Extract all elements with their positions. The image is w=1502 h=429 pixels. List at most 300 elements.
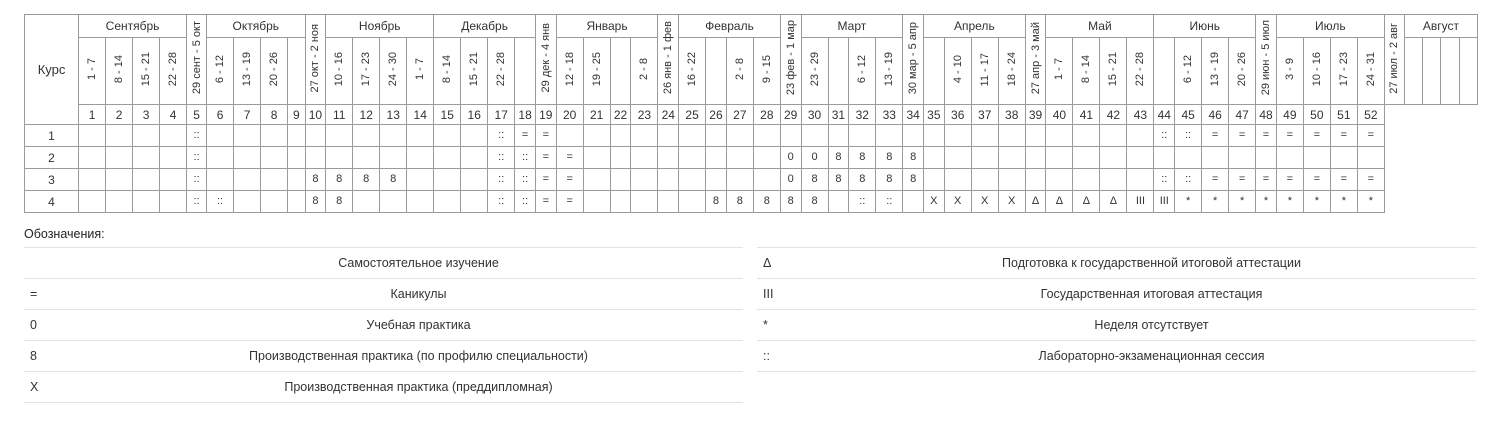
legend-symbol: ::	[757, 341, 827, 372]
week-cell[interactable]	[631, 169, 658, 191]
week-cell[interactable]: ::	[1154, 169, 1175, 191]
week-cell[interactable]: *	[1256, 191, 1277, 213]
week-range-label: 1 - 7	[86, 58, 99, 81]
week-cell[interactable]	[998, 147, 1025, 169]
week-cell[interactable]	[353, 147, 380, 169]
week-range-header	[1127, 38, 1154, 105]
week-number-cell: 38	[998, 105, 1025, 125]
week-cell[interactable]	[971, 169, 998, 191]
week-range-label: 8 - 14	[441, 55, 454, 84]
week-cell[interactable]: =	[535, 125, 556, 147]
legend-symbol: X	[24, 372, 94, 403]
week-number-cell: 26	[706, 105, 727, 125]
week-cell[interactable]	[434, 169, 461, 191]
week-cell[interactable]: 8	[353, 169, 380, 191]
week-cell[interactable]: ::	[207, 191, 234, 213]
week-cell[interactable]: =	[1256, 169, 1277, 191]
week-cell[interactable]: ::	[187, 147, 207, 169]
week-cell[interactable]: ::	[187, 169, 207, 191]
week-cell[interactable]	[583, 125, 610, 147]
week-cell[interactable]	[726, 125, 753, 147]
week-cell[interactable]	[971, 125, 998, 147]
week-cell[interactable]: *	[1276, 191, 1303, 213]
week-number-cell: 25	[679, 105, 706, 125]
week-cell[interactable]: 8	[326, 191, 353, 213]
week-number-cell: 21	[583, 105, 610, 125]
week-cell[interactable]	[631, 125, 658, 147]
week-cell[interactable]	[1100, 169, 1127, 191]
week-cell[interactable]	[583, 147, 610, 169]
week-cell[interactable]	[133, 147, 160, 169]
week-cell[interactable]	[461, 125, 488, 147]
week-cell[interactable]: =	[1303, 125, 1330, 147]
week-cell[interactable]	[998, 125, 1025, 147]
week-range-header	[1404, 38, 1422, 105]
week-cell[interactable]	[753, 125, 780, 147]
week-cell[interactable]	[610, 125, 631, 147]
week-cell[interactable]	[106, 147, 133, 169]
week-cell[interactable]: *	[1229, 191, 1256, 213]
week-cell[interactable]: ::	[515, 147, 536, 169]
week-cell[interactable]	[207, 147, 234, 169]
legend-table-left	[24, 247, 743, 403]
week-range-header	[1046, 38, 1073, 105]
week-cell[interactable]: 8	[305, 191, 326, 213]
week-cell[interactable]	[261, 169, 288, 191]
week-cell[interactable]	[1073, 147, 1100, 169]
week-cell[interactable]	[753, 147, 780, 169]
week-cell[interactable]	[631, 191, 658, 213]
week-range-header	[753, 38, 780, 105]
week-cell[interactable]: 8	[726, 191, 753, 213]
week-cell[interactable]	[380, 147, 407, 169]
week-cell[interactable]	[876, 125, 903, 147]
week-number-cell: 16	[461, 105, 488, 125]
week-cell[interactable]	[1073, 125, 1100, 147]
week-cell[interactable]	[610, 191, 631, 213]
week-cell[interactable]: ::	[187, 125, 207, 147]
week-cell[interactable]: =	[1256, 125, 1277, 147]
week-cell[interactable]	[1303, 147, 1330, 169]
week-cell[interactable]	[106, 169, 133, 191]
week-number-cell: 41	[1073, 105, 1100, 125]
week-cell[interactable]	[461, 147, 488, 169]
month-header-vertical	[1025, 15, 1046, 105]
week-cell[interactable]: =	[1276, 169, 1303, 191]
week-cell[interactable]: 8	[380, 169, 407, 191]
week-cell[interactable]	[305, 147, 326, 169]
week-cell[interactable]	[1202, 147, 1229, 169]
week-cell[interactable]	[234, 169, 261, 191]
week-cell[interactable]	[434, 125, 461, 147]
week-cell[interactable]: =	[556, 147, 583, 169]
week-number-cell: 2	[106, 105, 133, 125]
week-cell[interactable]: =	[1229, 169, 1256, 191]
legend-row	[24, 279, 743, 310]
week-number-cell: 51	[1330, 105, 1357, 125]
week-number-cell: 28	[753, 105, 780, 125]
month-header: Ноябрь	[326, 15, 434, 38]
week-number-cell: 35	[923, 105, 944, 125]
week-range-label: 13 - 19	[1209, 52, 1222, 87]
week-cell[interactable]: ::	[488, 191, 515, 213]
week-cell[interactable]: *	[1330, 191, 1357, 213]
week-cell[interactable]	[106, 191, 133, 213]
week-cell[interactable]	[234, 191, 261, 213]
week-cell[interactable]	[556, 125, 583, 147]
week-range-label: 11 - 17	[978, 52, 991, 87]
week-cell[interactable]: =	[535, 191, 556, 213]
week-cell[interactable]: Δ	[1073, 191, 1100, 213]
week-cell[interactable]	[658, 191, 679, 213]
legend-text: Производственная практика (преддипломная)	[94, 372, 743, 403]
week-cell[interactable]	[610, 147, 631, 169]
course-column-header: Курс	[25, 15, 79, 125]
week-range-header	[679, 38, 706, 105]
week-cell[interactable]	[780, 125, 801, 147]
week-range-header	[971, 38, 998, 105]
week-cell[interactable]: 8	[903, 169, 924, 191]
week-cell[interactable]: 0	[780, 147, 801, 169]
week-cell[interactable]: 8	[849, 169, 876, 191]
week-cell[interactable]	[583, 169, 610, 191]
legend-text: Государственная итоговая аттестация	[827, 279, 1476, 310]
week-cell[interactable]	[1175, 147, 1202, 169]
week-cell[interactable]	[706, 125, 727, 147]
legend-text: Подготовка к государственной итоговой аттестации	[827, 248, 1476, 279]
week-cell[interactable]	[1046, 169, 1073, 191]
table-row	[25, 191, 1478, 213]
week-cell[interactable]: 8	[305, 169, 326, 191]
week-range-header	[380, 38, 407, 105]
week-cell[interactable]	[434, 147, 461, 169]
week-cell[interactable]	[679, 169, 706, 191]
week-cell[interactable]: ::	[515, 169, 536, 191]
week-cell[interactable]	[79, 147, 106, 169]
week-cell[interactable]	[923, 125, 944, 147]
legend-text: Учебная практика	[94, 310, 743, 341]
week-cell[interactable]: ::	[876, 191, 903, 213]
week-cell[interactable]: ::	[488, 147, 515, 169]
week-cell[interactable]	[1025, 147, 1046, 169]
week-cell[interactable]	[706, 147, 727, 169]
week-cell[interactable]: ::	[488, 125, 515, 147]
week-cell[interactable]	[261, 147, 288, 169]
week-cell[interactable]: III	[1127, 191, 1154, 213]
week-range-label: 23 - 29	[808, 52, 821, 87]
week-cell[interactable]: =	[1202, 125, 1229, 147]
week-range-header	[556, 38, 583, 105]
week-cell[interactable]: ::	[849, 191, 876, 213]
week-range-header	[998, 38, 1025, 105]
week-cell[interactable]: 8	[876, 147, 903, 169]
week-cell[interactable]: ::	[1175, 125, 1202, 147]
week-cell[interactable]	[1357, 147, 1384, 169]
week-range-label: 6 - 12	[856, 55, 869, 84]
week-cell[interactable]	[1127, 125, 1154, 147]
legend-symbol: III	[757, 279, 827, 310]
week-cell[interactable]: 8	[326, 169, 353, 191]
week-cell[interactable]	[261, 125, 288, 147]
week-cell[interactable]	[434, 191, 461, 213]
week-cell[interactable]	[160, 125, 187, 147]
week-cell[interactable]: =	[556, 169, 583, 191]
week-cell[interactable]	[610, 169, 631, 191]
week-cell[interactable]: III	[1154, 191, 1175, 213]
week-range-label: 18 - 24	[1005, 52, 1018, 87]
week-range-label: 20 - 26	[1236, 52, 1249, 87]
week-range-header	[801, 38, 828, 105]
week-number-cell: 19	[535, 105, 556, 125]
week-cell[interactable]	[631, 147, 658, 169]
week-cell[interactable]	[923, 169, 944, 191]
week-cell[interactable]	[380, 191, 407, 213]
week-cell[interactable]: *	[1303, 191, 1330, 213]
week-number-cell: 4	[160, 105, 187, 125]
week-cell[interactable]	[106, 125, 133, 147]
legend-symbol: *	[757, 310, 827, 341]
week-cell[interactable]: =	[1276, 125, 1303, 147]
week-cell[interactable]: 8	[903, 147, 924, 169]
week-cell[interactable]	[160, 169, 187, 191]
week-cell[interactable]: 8	[828, 169, 849, 191]
week-cell[interactable]	[353, 191, 380, 213]
week-cell[interactable]	[407, 169, 434, 191]
month-label: 26 янв - 1 фев	[662, 21, 675, 95]
week-range-label: 8 - 14	[113, 55, 126, 84]
week-cell[interactable]	[726, 169, 753, 191]
week-cell[interactable]: =	[535, 169, 556, 191]
week-number-cell: 12	[353, 105, 380, 125]
week-cell[interactable]: =	[1330, 169, 1357, 191]
week-number-cell: 37	[971, 105, 998, 125]
week-range-header	[1330, 38, 1357, 105]
week-cell[interactable]	[160, 147, 187, 169]
week-cell[interactable]: ::	[1175, 169, 1202, 191]
week-cell[interactable]: =	[1202, 169, 1229, 191]
week-cell[interactable]: =	[1357, 169, 1384, 191]
week-range-label: 10 - 16	[1310, 52, 1323, 87]
week-cell[interactable]	[133, 191, 160, 213]
week-number-cell: 42	[1100, 105, 1127, 125]
week-cell[interactable]	[998, 169, 1025, 191]
week-cell[interactable]: X	[971, 191, 998, 213]
week-cell[interactable]: 8	[828, 147, 849, 169]
week-number-cell: 30	[801, 105, 828, 125]
week-cell[interactable]	[706, 169, 727, 191]
week-cell[interactable]	[1154, 147, 1175, 169]
week-range-header	[1357, 38, 1384, 105]
week-cell[interactable]: 8	[780, 191, 801, 213]
week-cell[interactable]: 0	[780, 169, 801, 191]
week-number-cell: 48	[1256, 105, 1277, 125]
week-cell[interactable]	[261, 191, 288, 213]
week-cell[interactable]	[1127, 169, 1154, 191]
week-cell[interactable]: ::	[488, 169, 515, 191]
week-cell[interactable]	[1073, 169, 1100, 191]
week-cell[interactable]	[828, 191, 849, 213]
week-cell[interactable]	[207, 125, 234, 147]
week-cell[interactable]: *	[1357, 191, 1384, 213]
week-cell[interactable]	[971, 147, 998, 169]
month-header: Май	[1046, 15, 1154, 38]
legend-symbol: 0	[24, 310, 94, 341]
week-cell[interactable]	[726, 147, 753, 169]
week-cell[interactable]	[801, 125, 828, 147]
legend-symbol	[24, 248, 94, 279]
week-cell[interactable]	[1276, 147, 1303, 169]
week-range-header	[726, 38, 753, 105]
week-cell[interactable]	[1025, 125, 1046, 147]
week-cell[interactable]	[234, 125, 261, 147]
week-cell[interactable]	[79, 125, 106, 147]
week-cell[interactable]	[79, 191, 106, 213]
week-range-label: 17 - 23	[1337, 52, 1350, 87]
week-cell[interactable]: 8	[876, 169, 903, 191]
week-cell[interactable]	[288, 147, 305, 169]
week-cell[interactable]	[461, 169, 488, 191]
week-cell[interactable]: ::	[187, 191, 207, 213]
week-range-header	[488, 38, 515, 105]
week-cell[interactable]: 8	[753, 191, 780, 213]
week-cell[interactable]	[1046, 125, 1073, 147]
week-range-label: 15 - 21	[1107, 52, 1120, 87]
week-range-header	[79, 38, 106, 105]
week-range-label: 4 - 10	[951, 55, 964, 84]
week-cell[interactable]	[753, 169, 780, 191]
week-cell[interactable]	[461, 191, 488, 213]
week-cell[interactable]	[903, 125, 924, 147]
week-cell[interactable]	[658, 147, 679, 169]
week-number-cell: 39	[1025, 105, 1046, 125]
legend-row	[757, 310, 1476, 341]
week-cell[interactable]	[380, 125, 407, 147]
week-cell[interactable]	[583, 191, 610, 213]
week-cell[interactable]: =	[1357, 125, 1384, 147]
week-number-cell: 10	[305, 105, 326, 125]
month-header: Август	[1404, 15, 1477, 38]
week-range-header	[876, 38, 903, 105]
week-cell[interactable]	[133, 125, 160, 147]
week-cell[interactable]	[288, 169, 305, 191]
week-cell[interactable]	[207, 169, 234, 191]
week-cell[interactable]	[944, 169, 971, 191]
week-cell[interactable]	[849, 125, 876, 147]
week-cell[interactable]: =	[515, 125, 536, 147]
week-cell[interactable]: =	[556, 191, 583, 213]
week-cell[interactable]: Δ	[1025, 191, 1046, 213]
week-cell[interactable]	[679, 125, 706, 147]
week-cell[interactable]: Δ	[1046, 191, 1073, 213]
week-cell[interactable]: =	[1330, 125, 1357, 147]
week-cell[interactable]: =	[535, 147, 556, 169]
week-cell[interactable]	[1127, 147, 1154, 169]
week-cell[interactable]	[923, 147, 944, 169]
week-cell[interactable]	[679, 147, 706, 169]
week-number-cell: 46	[1202, 105, 1229, 125]
week-cell[interactable]	[658, 169, 679, 191]
week-cell[interactable]	[1256, 147, 1277, 169]
week-range-header	[1423, 38, 1441, 105]
week-cell[interactable]	[1330, 147, 1357, 169]
week-cell[interactable]: *	[1175, 191, 1202, 213]
week-number-cell: 17	[488, 105, 515, 125]
week-number-cell: 24	[658, 105, 679, 125]
week-number-cell: 23	[631, 105, 658, 125]
month-label: 27 окт - 2 ноя	[309, 23, 322, 93]
week-cell[interactable]: 8	[801, 191, 828, 213]
week-cell[interactable]: 8	[849, 147, 876, 169]
week-numbers-row	[25, 105, 1478, 125]
week-cell[interactable]: X	[944, 191, 971, 213]
week-number-cell: 33	[876, 105, 903, 125]
week-cell[interactable]: Δ	[1100, 191, 1127, 213]
week-range-label: 1 - 7	[414, 58, 427, 81]
week-cell[interactable]: =	[1303, 169, 1330, 191]
week-number-cell: 47	[1229, 105, 1256, 125]
week-cell[interactable]: 8	[706, 191, 727, 213]
week-cell[interactable]	[1025, 169, 1046, 191]
course-number: 3	[25, 169, 79, 191]
week-range-header	[461, 38, 488, 105]
month-label: 23 фев - 1 мар	[784, 20, 797, 96]
week-cell[interactable]	[407, 147, 434, 169]
week-cell[interactable]	[407, 125, 434, 147]
week-cell[interactable]: =	[1229, 125, 1256, 147]
week-cell[interactable]	[288, 125, 305, 147]
month-header-vertical	[780, 15, 801, 105]
week-cell[interactable]	[326, 147, 353, 169]
week-cell[interactable]	[288, 191, 305, 213]
week-cell[interactable]	[1229, 147, 1256, 169]
week-cell[interactable]	[1046, 147, 1073, 169]
week-cell[interactable]: ::	[515, 191, 536, 213]
week-cell[interactable]	[1100, 125, 1127, 147]
week-cell[interactable]: *	[1202, 191, 1229, 213]
week-cell[interactable]: X	[998, 191, 1025, 213]
week-number-cell: 27	[726, 105, 753, 125]
week-cell[interactable]: 0	[801, 147, 828, 169]
legend-row	[24, 248, 743, 279]
week-number-cell: 52	[1357, 105, 1384, 125]
week-cell[interactable]	[234, 147, 261, 169]
week-cell[interactable]	[944, 125, 971, 147]
week-number-cell: 45	[1175, 105, 1202, 125]
week-cell[interactable]: X	[923, 191, 944, 213]
week-cell[interactable]	[679, 191, 706, 213]
week-cell[interactable]	[305, 125, 326, 147]
week-cell[interactable]	[326, 125, 353, 147]
week-cell[interactable]	[133, 169, 160, 191]
week-cell[interactable]	[828, 125, 849, 147]
table-row	[25, 169, 1478, 191]
week-range-header	[1229, 38, 1256, 105]
week-cell[interactable]: ::	[1154, 125, 1175, 147]
week-cell[interactable]	[1100, 147, 1127, 169]
week-range-label: 12 - 18	[563, 52, 576, 87]
week-cell[interactable]: 8	[801, 169, 828, 191]
week-cell[interactable]	[79, 169, 106, 191]
week-cell[interactable]	[407, 191, 434, 213]
week-cell[interactable]	[160, 191, 187, 213]
week-cell[interactable]	[903, 191, 924, 213]
week-cell[interactable]	[944, 147, 971, 169]
legend-row	[757, 248, 1476, 279]
week-cell[interactable]	[353, 125, 380, 147]
month-header: Январь	[556, 15, 658, 38]
month-header: Июль	[1276, 15, 1384, 38]
week-cell[interactable]	[658, 125, 679, 147]
